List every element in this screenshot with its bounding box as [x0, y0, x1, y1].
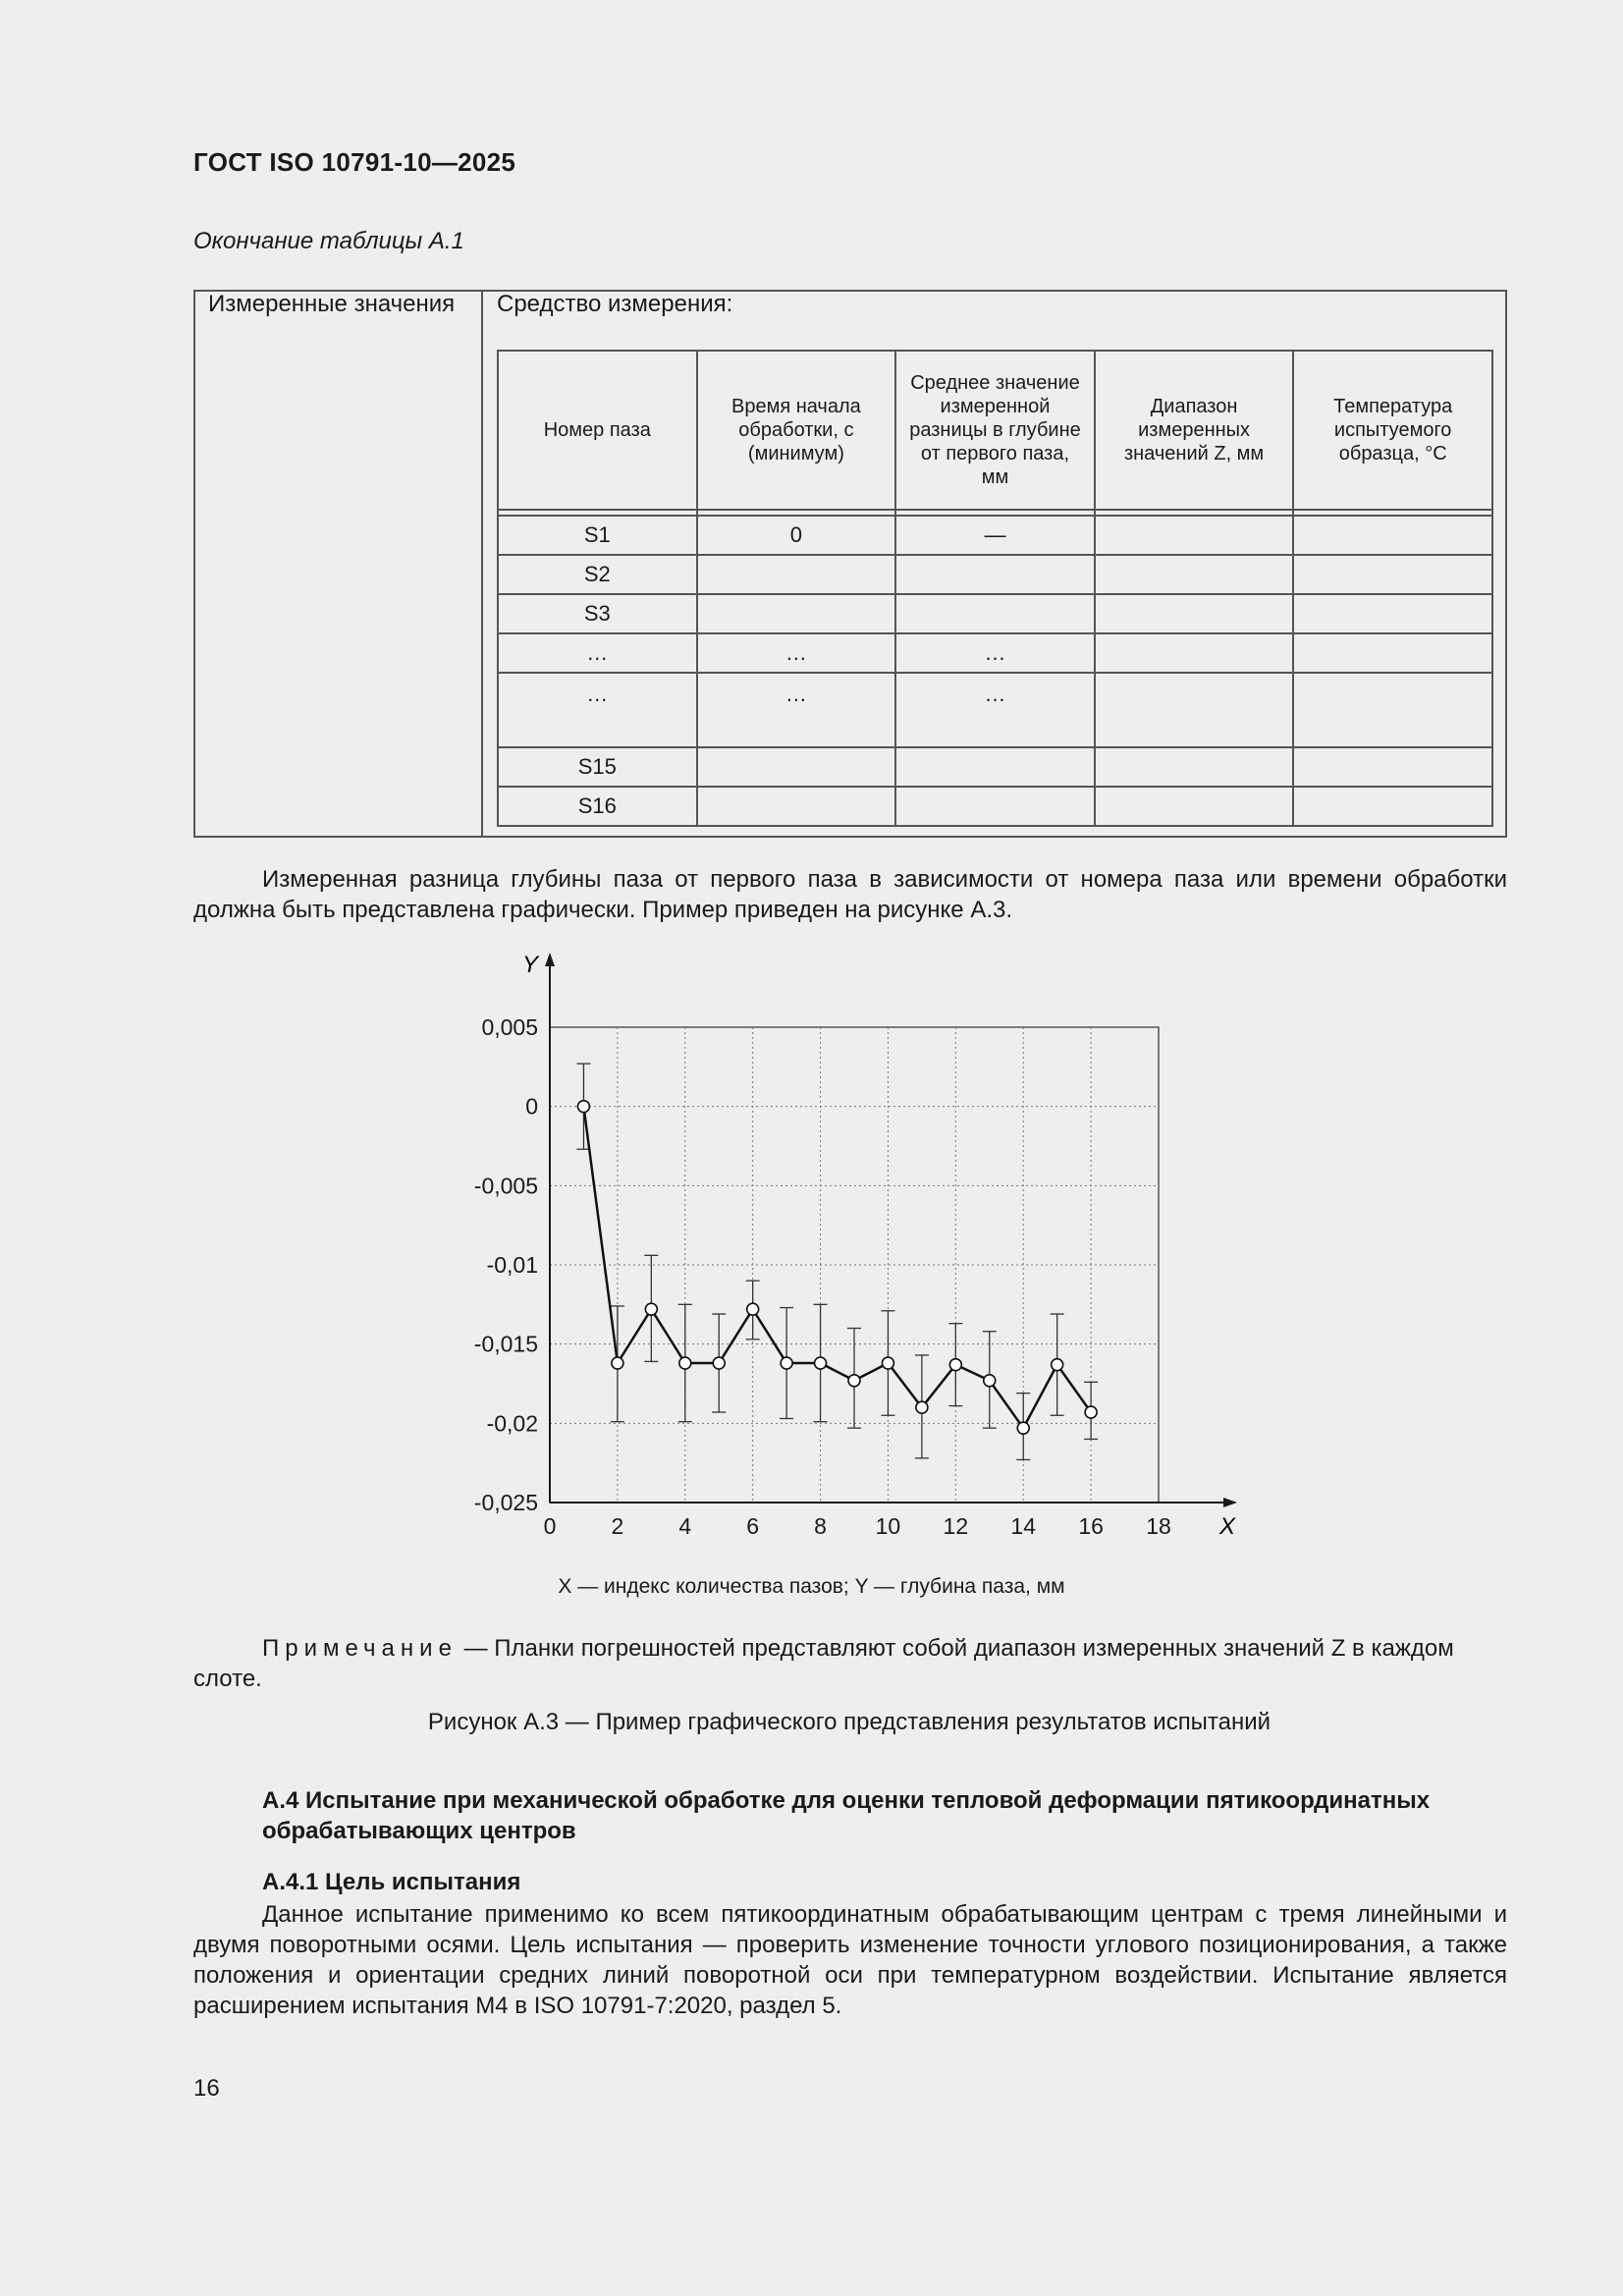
table-cell: [1293, 555, 1492, 594]
table-cell: …: [697, 633, 896, 673]
data-point: [577, 1101, 589, 1113]
table-row: [498, 516, 1492, 555]
y-tick-label: -0,005: [473, 1173, 538, 1199]
table-cell: 0: [697, 516, 896, 555]
data-point: [882, 1357, 893, 1369]
x-tick-label: 6: [746, 1513, 760, 1539]
header-z-range: [1095, 351, 1294, 510]
figure-note: [193, 1633, 1507, 1694]
table-cell: [697, 555, 896, 594]
note-text: — Планки погрешностей представляют собой диапазон измеренных значений Z в каждом слоте.: [193, 1635, 1454, 1692]
table-cell: [1095, 787, 1294, 826]
table-cell: S2: [498, 555, 697, 594]
data-point: [949, 1359, 961, 1371]
header-mean-difference: Среднее значение измеренной разницы в глубине от первого паза, мм: [895, 351, 1095, 510]
table-row: [498, 673, 1492, 747]
table-cell: [1095, 747, 1294, 787]
table-cell: S16: [498, 787, 697, 826]
chart-grid: [550, 1027, 1159, 1503]
x-tick-label: 12: [943, 1513, 969, 1539]
data-point: [645, 1303, 657, 1315]
data-point: [713, 1357, 725, 1369]
table-row: [498, 594, 1492, 633]
table-cell: [895, 555, 1095, 594]
table-cell: —: [895, 516, 1095, 555]
table-row: [498, 555, 1492, 594]
figure-legend: X — индекс количества пазов; Y — глубина паза, мм: [558, 1575, 1065, 1598]
data-point: [916, 1401, 928, 1413]
table-cell: [1293, 633, 1492, 673]
section-a4-heading: А.4 Испытание при механической обработке для оценки тепловой деформации пятикоординатных обрабатывающих центров: [262, 1787, 1431, 1844]
table-cell: S15: [498, 747, 697, 787]
data-point: [1085, 1406, 1097, 1418]
document-header: ГОСТ ISO 10791-10—2025: [193, 147, 516, 177]
table-cell: [1095, 594, 1294, 633]
x-axis-arrow: [1223, 1498, 1237, 1507]
table-header-row: [498, 351, 1492, 510]
table-cell: [697, 787, 896, 826]
section-a41-heading: А.4.1 Цель испытания: [262, 1869, 521, 1895]
x-tick-label: 0: [543, 1513, 557, 1539]
x-tick-label: 2: [611, 1513, 624, 1539]
table-cell: [1293, 673, 1492, 747]
y-tick-label: 0: [525, 1093, 538, 1120]
y-axis-arrow: [545, 953, 555, 966]
table-cell: [895, 787, 1095, 826]
data-point: [848, 1375, 860, 1387]
data-point: [747, 1303, 759, 1315]
y-tick-label: -0,015: [473, 1331, 538, 1357]
table-cell: [1095, 633, 1294, 673]
chart-tick-labels: [474, 1014, 1171, 1539]
y-tick-label: -0,02: [486, 1410, 538, 1437]
table-cell: …: [697, 673, 896, 747]
series-line: [583, 1107, 1091, 1429]
x-tick-label: 16: [1078, 1513, 1104, 1539]
slot-results-table: [497, 350, 1493, 827]
table-row: [498, 787, 1492, 826]
table-cell: …: [498, 673, 697, 747]
chart-axes: [545, 953, 1237, 1507]
data-point: [1017, 1422, 1029, 1434]
data-point: [1052, 1359, 1063, 1371]
y-tick-label: -0,025: [473, 1490, 538, 1515]
x-tick-label: 4: [678, 1513, 692, 1539]
table-cell: [1293, 747, 1492, 787]
table-cell: [895, 594, 1095, 633]
x-tick-label: 8: [814, 1513, 827, 1539]
header-z-range-text: Диапазон измеренных значений Z, мм: [1123, 396, 1265, 465]
data-point: [781, 1357, 792, 1369]
header-start-time: Время начала обработки, с (минимум): [697, 351, 896, 510]
data-point: [984, 1375, 996, 1387]
table-cell: [1095, 516, 1294, 555]
x-tick-label: 10: [875, 1513, 901, 1539]
data-point: [679, 1357, 691, 1369]
header-temperature: Температура испытуемого образца, °С: [1293, 351, 1492, 510]
y-tick-label: -0,01: [486, 1252, 538, 1278]
table-cell: [697, 594, 896, 633]
header-slot-number: Номер паза: [498, 351, 697, 510]
x-tick-label: 18: [1146, 1513, 1171, 1539]
y-tick-label: 0,005: [481, 1014, 538, 1040]
table-cell: [1095, 673, 1294, 747]
table-row: [498, 633, 1492, 673]
measuring-tool-label: Средство измерения:: [497, 291, 733, 317]
table-cell: [1293, 787, 1492, 826]
slot-depth-chart: [452, 943, 1257, 1561]
table-cell: …: [498, 633, 697, 673]
table-cell: [1293, 594, 1492, 633]
table-cell: [1293, 516, 1492, 555]
page-number: 16: [193, 2075, 220, 2102]
table-cell: [895, 747, 1095, 787]
y-axis-label: Y: [522, 952, 539, 978]
table-cell: [1095, 555, 1294, 594]
chart-series: [577, 1101, 1097, 1435]
x-tick-label: 14: [1010, 1513, 1037, 1539]
table-continuation-caption: Окончание таблицы А.1: [193, 228, 464, 254]
data-point: [815, 1357, 827, 1369]
table-cell: S1: [498, 516, 697, 555]
outer-table-divider: [481, 290, 483, 838]
figure-caption: Рисунок А.3 — Пример графического представления результатов испытаний: [427, 1709, 1271, 1735]
table-cell: S3: [498, 594, 697, 633]
section-a41-body: Данное испытание применимо ко всем пятикоординатным обрабатывающим центрам с тремя линейными и двумя поворотными осями. Цель испытания — проверить изменение точности углового позиционирования, а также положения и ориентации средних линий поворотной оси при температурном воздействии. Испытание является расширением испытания M4 в ISO 10791-7:2020, раздел 5.: [193, 1901, 1507, 2019]
table-row: [498, 747, 1492, 787]
table-cell: [697, 747, 896, 787]
intro-paragraph: Измеренная разница глубины паза от первого паза в зависимости от номера паза или времени обработки должна быть представлена графически. Пример приведен на рисунке А.3.: [193, 866, 1507, 923]
chart-error-bars: [576, 1064, 1098, 1459]
data-point: [612, 1357, 623, 1369]
note-label: Примечание: [262, 1635, 458, 1662]
x-axis-label: X: [1219, 1513, 1236, 1540]
measured-values-label: Измеренные значения: [208, 291, 456, 317]
table-cell: …: [895, 673, 1095, 747]
table-cell: …: [895, 633, 1095, 673]
